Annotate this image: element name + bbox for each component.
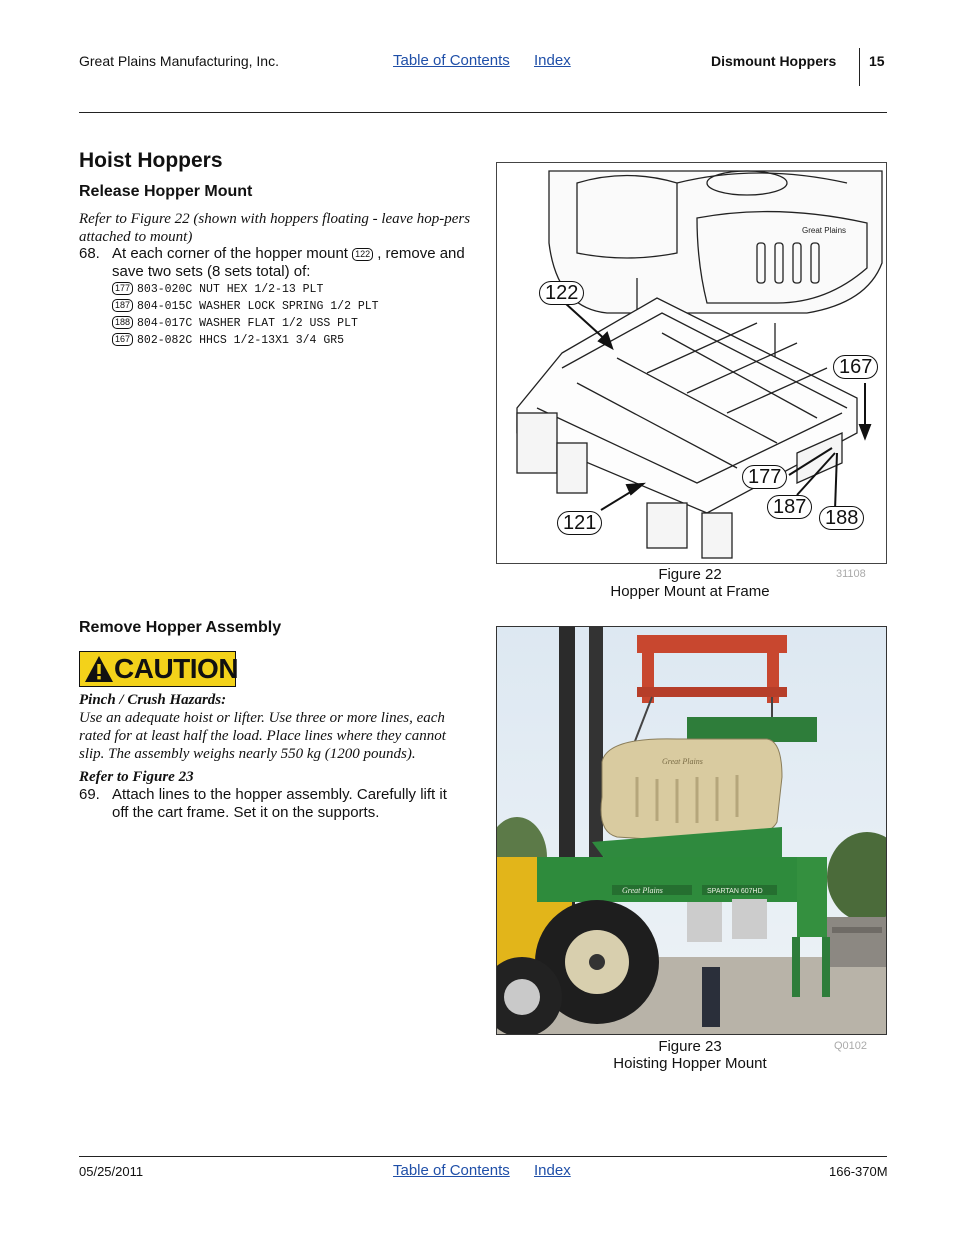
part-row: 187 804-015C WASHER LOCK SPRING 1/2 PLT: [112, 298, 379, 315]
figure-23-code: Q0102: [834, 1040, 868, 1052]
figure-22-frame: [496, 162, 887, 564]
header-divider: [859, 48, 860, 86]
header-rule: [79, 112, 887, 113]
caution-label: CAUTION: [114, 653, 239, 684]
figure-22-caption: Figure 22 Hopper Mount at Frame: [610, 566, 770, 600]
toc-link-footer[interactable]: Table of Contents: [393, 1162, 510, 1179]
toc-link-header[interactable]: Table of Contents: [393, 52, 510, 69]
figure-23-caption: Figure 23 Hoisting Hopper Mount: [613, 1038, 767, 1072]
part-row: 188 804-017C WASHER FLAT 1/2 USS PLT: [112, 315, 379, 332]
section-title: Dismount Hoppers: [711, 53, 837, 69]
step-69-text: Attach lines to the hopper assembly. Carefully lift it off the cart frame. Set it on the supports.: [112, 786, 447, 821]
hazard-title: Pinch / Crush Hazards:: [79, 692, 227, 708]
callout-122: 122: [539, 281, 584, 305]
parts-list: [112, 281, 379, 349]
callout-122-inline: 122: [352, 248, 373, 261]
index-link-header[interactable]: Index: [534, 52, 571, 69]
index-link-footer[interactable]: Index: [534, 1162, 571, 1179]
frame-logo-right: SPARTAN 607HD: [707, 888, 763, 895]
part-row: 177 803-020C NUT HEX 1/2-13 PLT: [112, 281, 379, 298]
warning-triangle-icon: [84, 655, 114, 683]
frame-logo-left: Great Plains: [622, 886, 663, 895]
callout-187: 187: [767, 495, 812, 519]
footer-date: 05/25/2011: [79, 1164, 144, 1179]
callout-188: 188: [819, 506, 864, 530]
step-68-number: 68.: [79, 245, 100, 262]
callout-121: 121: [557, 511, 602, 535]
hopper-mount-drawing: [497, 163, 886, 563]
doc-number: 166-370M: [829, 1164, 888, 1179]
callout-177: 177: [742, 465, 787, 489]
hoisting-photo: [497, 627, 887, 1035]
page-number: 15: [869, 53, 885, 69]
release-heading: Release Hopper Mount: [79, 183, 253, 200]
hazard-text: Use an adequate hoist or lifter. Use three or more lines, each rated for at least half the load. Place lines where they cannot slip. The assembly weighs nearly 550 kg (1200 pounds).: [79, 710, 446, 762]
release-refer: Refer to Figure 22 (shown with hoppers floating - leave hop-pers attached to mount): [79, 211, 471, 245]
figure-23-photo: [496, 626, 887, 1035]
refer-figure-23: Refer to Figure 23: [79, 769, 194, 785]
part-row: 167 802-082C HHCS 1/2-13X1 3/4 GR5: [112, 332, 379, 349]
step-68-text: At each corner of the hopper mount 122 , remove and save two sets (8 sets total) of:: [112, 245, 465, 280]
callout-167: 167: [833, 355, 878, 379]
hopper-logo: Great Plains: [662, 757, 703, 766]
company-name: Great Plains Manufacturing, Inc.: [79, 53, 279, 69]
remove-heading: Remove Hopper Assembly: [79, 619, 282, 636]
hopper-logo-text: Great Plains: [802, 226, 847, 235]
figure-22-code: 31108: [836, 568, 866, 580]
footer-rule: [79, 1156, 887, 1157]
page-title: Hoist Hoppers: [79, 149, 223, 172]
step-69-number: 69.: [79, 786, 100, 803]
caution-badge: [79, 651, 239, 687]
